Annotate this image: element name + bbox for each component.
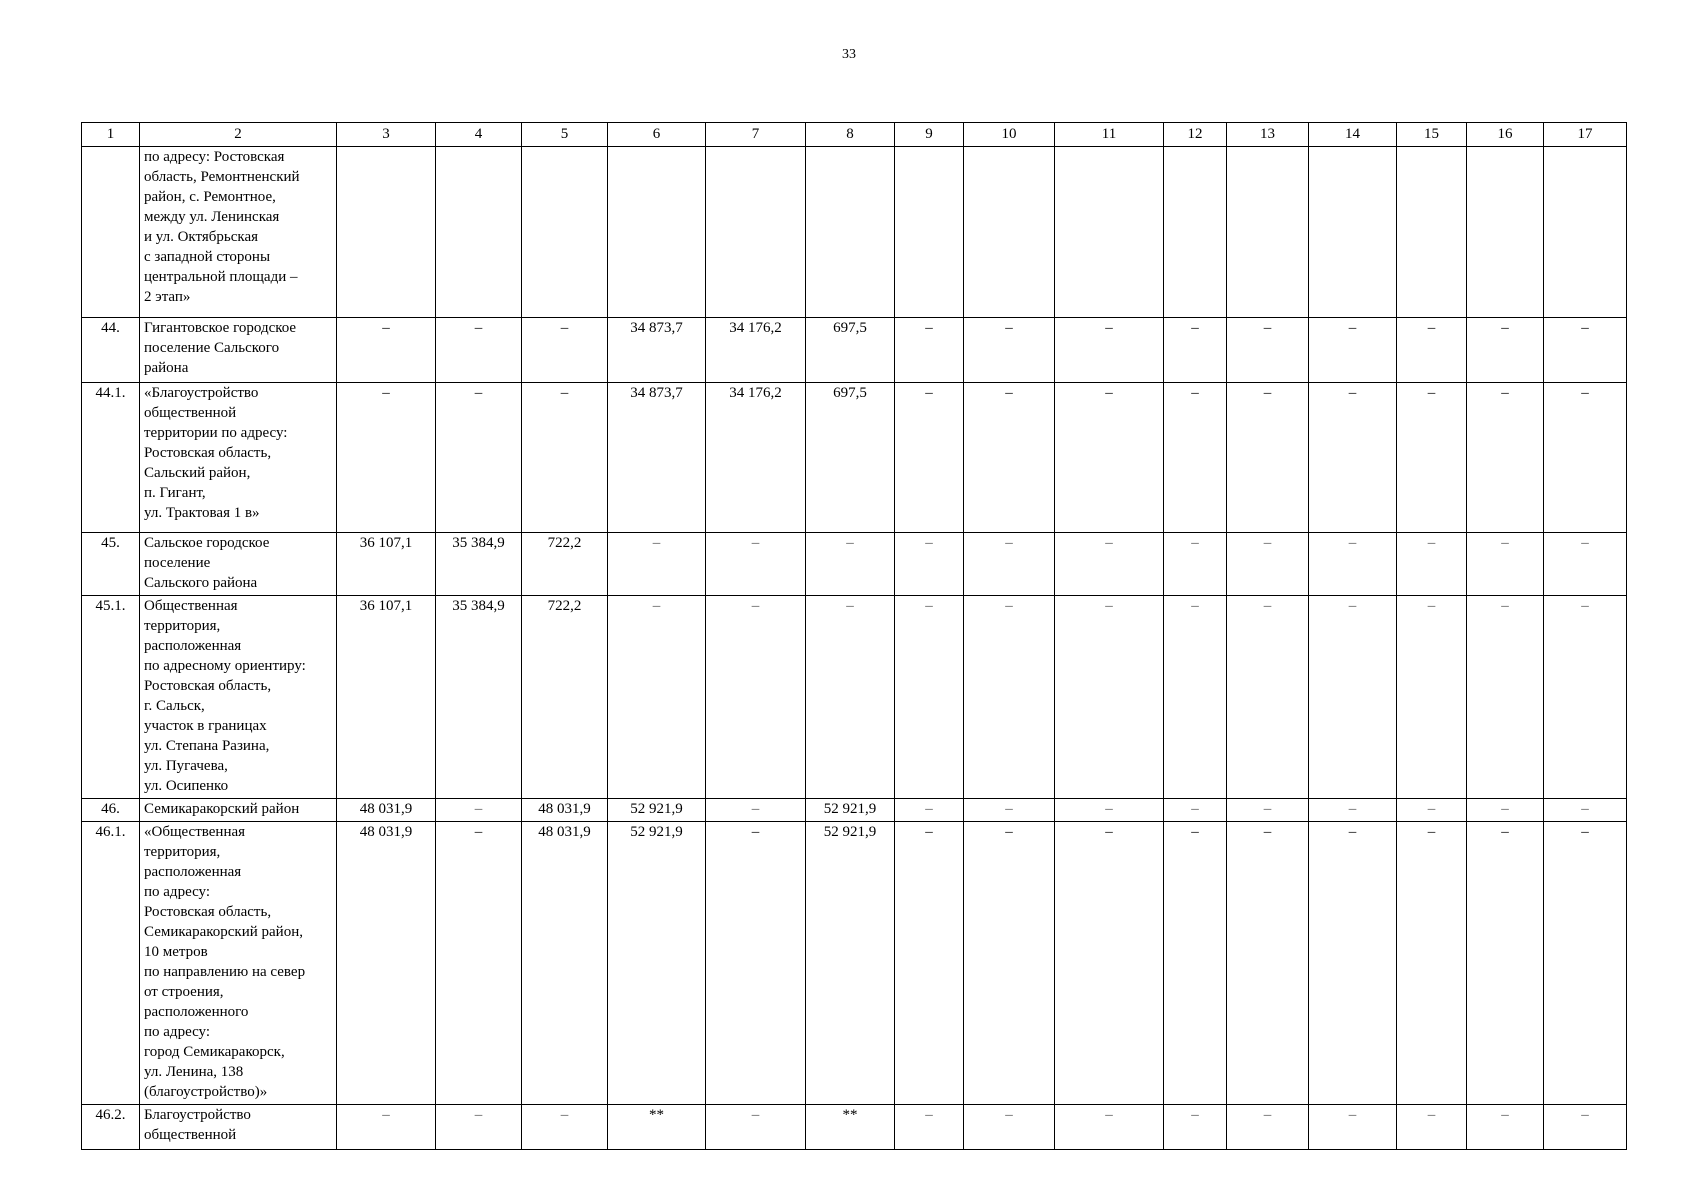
column-header: 4 — [436, 123, 522, 147]
value-cell: – — [1467, 533, 1544, 596]
value-cell: 697,5 — [806, 383, 895, 533]
value-cell: – — [1397, 596, 1467, 799]
value-cell: – — [964, 318, 1055, 383]
row-number: 44. — [82, 318, 140, 383]
value-cell: – — [1467, 383, 1544, 533]
column-header: 14 — [1309, 123, 1397, 147]
column-header: 7 — [706, 123, 806, 147]
row-number: 46. — [82, 799, 140, 822]
value-cell: 722,2 — [522, 533, 608, 596]
value-cell: – — [1467, 596, 1544, 799]
column-header: 3 — [337, 123, 436, 147]
value-cell — [522, 147, 608, 318]
value-cell: 35 384,9 — [436, 596, 522, 799]
value-cell: – — [1397, 533, 1467, 596]
value-cell: – — [1164, 318, 1227, 383]
value-cell: – — [964, 596, 1055, 799]
value-cell: – — [1227, 822, 1309, 1105]
value-cell: – — [436, 822, 522, 1105]
value-cell — [1397, 147, 1467, 318]
value-cell: – — [895, 799, 964, 822]
value-cell: – — [1164, 596, 1227, 799]
value-cell: – — [806, 533, 895, 596]
value-cell: – — [436, 799, 522, 822]
row-number: 46.2. — [82, 1105, 140, 1150]
value-cell: – — [1544, 533, 1627, 596]
value-cell: 48 031,9 — [337, 799, 436, 822]
value-cell — [1467, 147, 1544, 318]
value-cell — [1544, 147, 1627, 318]
value-cell: – — [1227, 1105, 1309, 1150]
value-cell: – — [522, 383, 608, 533]
row-name: Общественная территория, расположенная по адресному ориентиру: Ростовская область, г. Сальск, участок в границах ул. Степана Разина, ул. Пугачева, ул. Осипенко — [140, 596, 337, 799]
value-cell: 48 031,9 — [337, 822, 436, 1105]
value-cell: 52 921,9 — [806, 822, 895, 1105]
value-cell — [337, 147, 436, 318]
value-cell: 722,2 — [522, 596, 608, 799]
value-cell — [964, 147, 1055, 318]
value-cell: – — [1467, 822, 1544, 1105]
value-cell: – — [1544, 596, 1627, 799]
value-cell: – — [1055, 822, 1164, 1105]
value-cell: – — [1309, 318, 1397, 383]
value-cell: – — [1309, 799, 1397, 822]
value-cell — [806, 147, 895, 318]
value-cell: – — [1544, 383, 1627, 533]
column-header: 9 — [895, 123, 964, 147]
row-name: Сальское городское поселение Сальского района — [140, 533, 337, 596]
column-header: 15 — [1397, 123, 1467, 147]
table-row — [82, 318, 1627, 383]
table-row — [82, 533, 1627, 596]
value-cell: – — [337, 318, 436, 383]
value-cell: 48 031,9 — [522, 799, 608, 822]
column-header-row — [82, 123, 1627, 147]
value-cell: – — [1309, 383, 1397, 533]
value-cell: – — [1544, 1105, 1627, 1150]
value-cell: – — [608, 596, 706, 799]
value-cell: – — [706, 799, 806, 822]
column-header: 13 — [1227, 123, 1309, 147]
value-cell: – — [964, 383, 1055, 533]
value-cell: 48 031,9 — [522, 822, 608, 1105]
value-cell: – — [1227, 799, 1309, 822]
value-cell: – — [895, 596, 964, 799]
value-cell: 52 921,9 — [608, 822, 706, 1105]
value-cell: – — [1544, 822, 1627, 1105]
value-cell: – — [706, 822, 806, 1105]
value-cell: – — [337, 1105, 436, 1150]
value-cell: – — [1397, 799, 1467, 822]
value-cell: – — [1467, 318, 1544, 383]
value-cell: – — [1309, 533, 1397, 596]
value-cell — [706, 147, 806, 318]
value-cell: – — [1397, 383, 1467, 533]
table-row — [82, 822, 1627, 1105]
value-cell: – — [436, 1105, 522, 1150]
value-cell: 52 921,9 — [608, 799, 706, 822]
page-number: 33 — [842, 47, 856, 62]
column-header: 11 — [1055, 123, 1164, 147]
value-cell — [608, 147, 706, 318]
table-row — [82, 1105, 1627, 1150]
column-header: 8 — [806, 123, 895, 147]
value-cell: – — [1055, 1105, 1164, 1150]
table-row — [82, 596, 1627, 799]
value-cell: 36 107,1 — [337, 533, 436, 596]
row-name: по адресу: Ростовская область, Ремонтненский район, с. Ремонтное, между ул. Ленинская и ул. Октябрьская с западной стороны центральной площади – 2 этап» — [140, 147, 337, 318]
column-header: 6 — [608, 123, 706, 147]
value-cell: – — [1544, 799, 1627, 822]
row-number: 44.1. — [82, 383, 140, 533]
value-cell: – — [1227, 533, 1309, 596]
value-cell: – — [1397, 822, 1467, 1105]
value-cell: 34 176,2 — [706, 318, 806, 383]
column-header: 16 — [1467, 123, 1544, 147]
value-cell: – — [1467, 1105, 1544, 1150]
budget-table — [81, 122, 1627, 1150]
value-cell: ** — [608, 1105, 706, 1150]
value-cell — [436, 147, 522, 318]
value-cell: – — [1544, 318, 1627, 383]
value-cell: – — [1055, 533, 1164, 596]
value-cell: – — [1164, 533, 1227, 596]
value-cell: – — [522, 1105, 608, 1150]
value-cell: – — [1055, 799, 1164, 822]
row-number: 45.1. — [82, 596, 140, 799]
row-name: «Общественная территория, расположенная по адресу: Ростовская область, Семикаракорский район, 10 метров по направлению на север от строения, расположенного по адресу: город Семикаракорск, ул. Ленина, 138 (благоустройство)» — [140, 822, 337, 1105]
row-number: 46.1. — [82, 822, 140, 1105]
value-cell: – — [608, 533, 706, 596]
value-cell: 35 384,9 — [436, 533, 522, 596]
column-header: 2 — [140, 123, 337, 147]
value-cell: – — [436, 383, 522, 533]
value-cell: 36 107,1 — [337, 596, 436, 799]
value-cell: – — [806, 596, 895, 799]
row-number: 45. — [82, 533, 140, 596]
value-cell: ** — [806, 1105, 895, 1150]
value-cell: – — [1309, 596, 1397, 799]
value-cell: – — [895, 533, 964, 596]
value-cell: – — [964, 822, 1055, 1105]
value-cell: – — [706, 533, 806, 596]
value-cell: – — [706, 596, 806, 799]
value-cell: – — [964, 533, 1055, 596]
value-cell: – — [895, 383, 964, 533]
value-cell: – — [1397, 1105, 1467, 1150]
column-header: 10 — [964, 123, 1055, 147]
value-cell: – — [1227, 596, 1309, 799]
value-cell: – — [1164, 822, 1227, 1105]
value-cell — [1164, 147, 1227, 318]
value-cell: – — [1164, 1105, 1227, 1150]
column-header: 12 — [1164, 123, 1227, 147]
value-cell: – — [706, 1105, 806, 1150]
value-cell: – — [1164, 799, 1227, 822]
row-name: Семикаракорский район — [140, 799, 337, 822]
row-name: Гигантовское городское поселение Сальского района — [140, 318, 337, 383]
value-cell: – — [1055, 596, 1164, 799]
value-cell: – — [895, 318, 964, 383]
value-cell: – — [1164, 383, 1227, 533]
column-header: 5 — [522, 123, 608, 147]
value-cell: – — [964, 799, 1055, 822]
value-cell: – — [1055, 383, 1164, 533]
value-cell: 52 921,9 — [806, 799, 895, 822]
value-cell — [1055, 147, 1164, 318]
value-cell: – — [1055, 318, 1164, 383]
value-cell: 34 873,7 — [608, 383, 706, 533]
column-header: 17 — [1544, 123, 1627, 147]
row-name: «Благоустройство общественной территории по адресу: Ростовская область, Сальский район, п. Гигант, ул. Трактовая 1 в» — [140, 383, 337, 533]
value-cell: – — [1467, 799, 1544, 822]
value-cell — [1227, 147, 1309, 318]
table-row — [82, 799, 1627, 822]
value-cell: 34 873,7 — [608, 318, 706, 383]
value-cell — [1309, 147, 1397, 318]
value-cell: – — [1309, 822, 1397, 1105]
value-cell: 697,5 — [806, 318, 895, 383]
value-cell: – — [895, 1105, 964, 1150]
value-cell: – — [1397, 318, 1467, 383]
value-cell: – — [1227, 318, 1309, 383]
table-row — [82, 147, 1627, 318]
value-cell: – — [964, 1105, 1055, 1150]
value-cell: – — [337, 383, 436, 533]
value-cell: – — [895, 822, 964, 1105]
value-cell: – — [436, 318, 522, 383]
value-cell: – — [1309, 1105, 1397, 1150]
value-cell: 34 176,2 — [706, 383, 806, 533]
value-cell: – — [522, 318, 608, 383]
value-cell — [895, 147, 964, 318]
column-header: 1 — [82, 123, 140, 147]
row-name: Благоустройство общественной — [140, 1105, 337, 1150]
table-row — [82, 383, 1627, 533]
value-cell: – — [1227, 383, 1309, 533]
row-number — [82, 147, 140, 318]
